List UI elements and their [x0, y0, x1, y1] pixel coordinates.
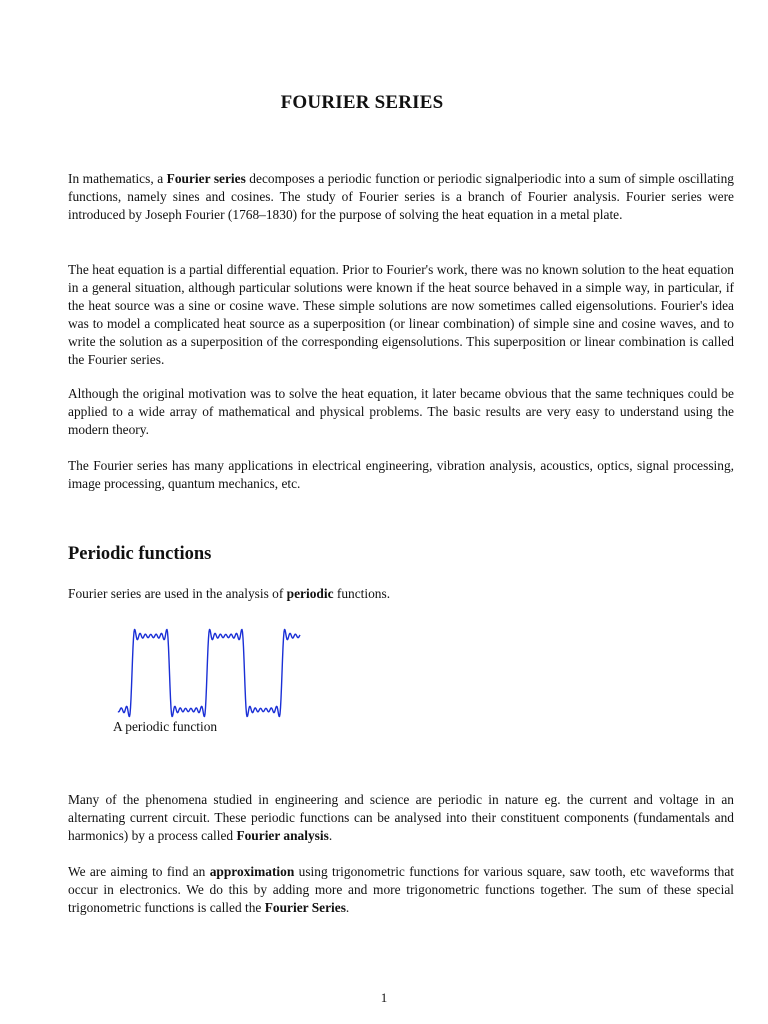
section-heading: Periodic functions [68, 544, 212, 564]
figure-caption: A periodic function [113, 719, 218, 734]
text-run: In mathematics, a [68, 171, 167, 186]
periodic-intro-paragraph [68, 585, 734, 603]
bold-term: Fourier series [166, 171, 246, 186]
text-run: Many of the phenomena studied in engineering and science are periodic in nature eg. the current and voltage in an alternating current circuit. These periodic functions can be analysed into their constituent components (fundamentals and harmonics) by a process called [68, 792, 734, 843]
text-run: decomposes a periodic function or periodic signalperiodic into a sum of simple oscillating functions, namely sines and cosines. The study of Fourier series is a branch of Fourier analysis. Fourier series were introduced by Joseph Fourier (1768–1830) for the purpose of solving the heat equation in a metal plate. [68, 171, 734, 222]
page-number: 1 [380, 990, 388, 1005]
text-run: Fourier series are used in the analysis of [68, 586, 287, 601]
bold-term: approximation [209, 864, 295, 879]
bold-term: Fourier Series [264, 900, 346, 915]
bold-term: Fourier analysis [236, 828, 329, 843]
heat-equation-paragraph: The heat equation is a partial differential equation. Prior to Fourier's work, there was no known solution to the heat equation in a general situation, although particular solutions were known if the heat source behaved in a simple way, in particular, if the heat source was a sine or cosine wave. These simple solutions are now sometimes called eigensolutions. Fourier's idea was to model a complicated heat source as a superposition (or linear combination) of simple sine and cosine waves, and to write the solution as a superposition of the corresponding eigensolutions. This superposition or linear combination is called the Fourier series. [68, 262, 734, 367]
text-run: . [345, 900, 350, 915]
document-title: FOURIER SERIES [280, 92, 444, 113]
applications-paragraph: The Fourier series has many applications in electrical engineering, vibration analysis, acoustics, optics, signal processing, image processing, quantum mechanics, etc. [68, 458, 734, 491]
periodic-function-figure [112, 624, 312, 724]
text-run: We are aiming to find an [68, 864, 210, 879]
approximation-paragraph [68, 863, 734, 917]
square-wave-curve [118, 629, 300, 716]
text-run: . [328, 828, 333, 843]
text-run: using trigonometric functions for various square, saw tooth, etc waveforms that occur in electronics. We do this by adding more and more trigonometric functions together. The sum of these special trigonometric functions is called the [68, 864, 734, 915]
text-run: functions. [333, 586, 391, 601]
motivation-paragraph: Although the original motivation was to solve the heat equation, it later became obvious that the same techniques could be applied to a wide array of mathematical and physical problems. The basic results are very easy to understand using the modern theory. [68, 386, 734, 437]
phenomena-paragraph [68, 791, 734, 845]
intro-paragraph [68, 170, 734, 224]
bold-term: periodic [286, 586, 334, 601]
